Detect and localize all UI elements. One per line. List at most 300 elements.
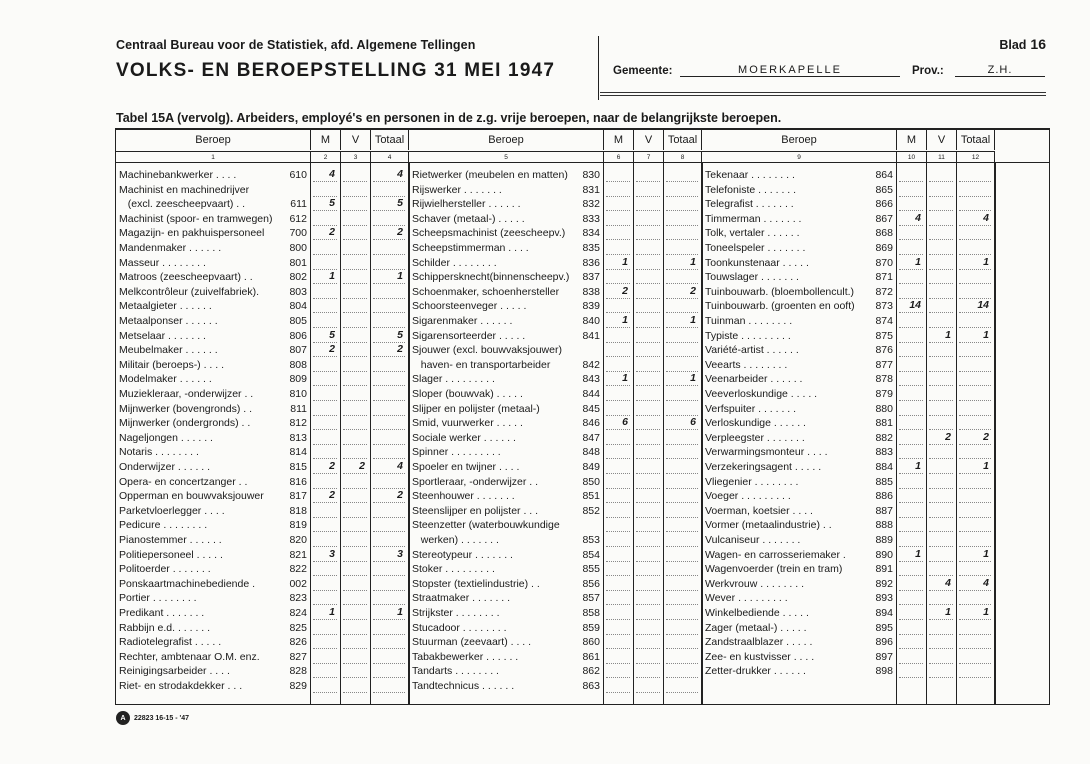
footer <box>116 711 189 725</box>
count-cell-v <box>636 679 660 693</box>
count-cell-m <box>899 591 923 605</box>
occupation-label: Werkvrouw . . . . . . . . <box>705 577 804 590</box>
count-cell-t <box>666 402 698 416</box>
occupation-code: 876 <box>875 344 893 357</box>
occupation-label: Veeverloskundige . . . . . <box>705 388 818 400</box>
column-separator <box>370 163 371 704</box>
count-cell-v <box>343 664 367 678</box>
count-cell-t: 1 <box>959 256 991 270</box>
count-cell-m <box>606 577 630 591</box>
count-cell-t <box>959 372 991 386</box>
count-cell-m <box>313 372 337 386</box>
count-cell-t <box>666 168 698 182</box>
occupation-code: 897 <box>875 650 893 663</box>
occupation-code <box>574 343 600 357</box>
count-cell-v <box>929 489 953 503</box>
occupation-label: Wagen- en carrosseriemaker . <box>705 548 846 561</box>
occupation-code: 856 <box>582 577 600 590</box>
col-number: 12 <box>957 151 995 162</box>
col-number: 11 <box>927 151 957 162</box>
count-cell-m: 1 <box>899 548 923 562</box>
occupation-code: 883 <box>875 446 893 459</box>
count-cell-m <box>899 621 923 635</box>
count-cell-v <box>636 591 660 605</box>
count-cell-v <box>343 197 367 211</box>
count-cell-m: 4 <box>313 168 337 182</box>
count-cell-t: 14 <box>959 299 991 313</box>
occupation-code: 836 <box>582 256 600 269</box>
occupation-code: 888 <box>875 519 893 532</box>
occupation-label: Pianostemmer . . . . . . <box>119 534 222 546</box>
occupation-code: 892 <box>875 577 893 590</box>
sheet-number <box>999 36 1046 52</box>
occupation-code: 700 <box>289 227 307 240</box>
count-cell-t <box>959 621 991 635</box>
count-cell-t <box>666 650 698 664</box>
count-cell-v <box>636 256 660 270</box>
count-cell-t <box>666 635 698 649</box>
count-cell-t: 6 <box>666 416 698 430</box>
count-cell-t <box>959 664 991 678</box>
count-cell-v <box>929 212 953 226</box>
occupation-code: 867 <box>875 212 893 225</box>
count-cell-t <box>666 475 698 489</box>
occupation-code: 803 <box>289 285 307 298</box>
occupation-code: 868 <box>875 227 893 240</box>
count-cell-m <box>606 548 630 562</box>
count-cell-m <box>899 358 923 372</box>
count-cell-t <box>959 343 991 357</box>
column-separator <box>926 163 927 704</box>
count-cell-v <box>343 299 367 313</box>
occupation-label: Schoorsteenveger . . . . . <box>412 300 527 313</box>
occupation-label: Tuinbouwarb. (bloembollencult.) <box>705 285 855 298</box>
count-cell-v <box>929 372 953 386</box>
count-cell-t <box>373 664 405 678</box>
count-cell-v <box>929 562 953 576</box>
col-header-m: M <box>311 130 341 150</box>
count-cell-t: 4 <box>959 212 991 226</box>
occupation-code: 820 <box>289 534 307 546</box>
occupation-label: Steenslijper en polijster . . . <box>412 504 539 517</box>
count-cell-m <box>606 358 630 372</box>
occupation-code <box>281 183 307 197</box>
count-cell-v <box>636 431 660 445</box>
count-cell-m: 1 <box>606 372 630 386</box>
column-separator <box>663 163 664 704</box>
count-cell-v <box>929 621 953 635</box>
occupation-code: 844 <box>582 388 600 400</box>
occupation-label: Spinner . . . . . . . . . <box>412 446 501 459</box>
count-cell-v <box>929 183 953 197</box>
count-cell-m: 2 <box>313 489 337 503</box>
count-cell-m <box>606 431 630 445</box>
occupation-code: 841 <box>582 329 600 342</box>
occupation-label: Slager . . . . . . . . . <box>412 373 495 386</box>
occupation-label: Timmerman . . . . . . . <box>705 212 802 225</box>
count-cell-m <box>606 343 630 357</box>
count-cell-v <box>636 241 660 255</box>
occupation-label: Schoenmaker, schoenhersteller <box>412 285 560 298</box>
count-cell-t <box>666 621 698 635</box>
occupation-label: Verzekeringsagent . . . . . <box>705 461 822 473</box>
count-cell-v <box>636 445 660 459</box>
occupation-label: Sigarenmaker . . . . . . <box>412 315 513 327</box>
count-cell-v <box>343 387 367 401</box>
count-cell-v: 4 <box>929 577 953 591</box>
count-cell-v <box>636 606 660 620</box>
count-cell-m <box>899 329 923 343</box>
occupation-label: Tandarts . . . . . . . . <box>412 665 499 678</box>
occupation-label: Sociale werker . . . . . . <box>412 431 516 444</box>
occupation-label: Steenzetter (waterbouwkundige <box>412 519 560 532</box>
count-cell-t <box>666 591 698 605</box>
occupation-label: Tekenaar . . . . . . . . <box>705 169 795 181</box>
count-cell-t <box>959 533 991 547</box>
count-cell-v <box>929 256 953 270</box>
occupation-code: 859 <box>582 621 600 634</box>
count-cell-t <box>666 679 698 693</box>
occupation-code: 839 <box>582 300 600 313</box>
occupation-label: Zetter-drukker . . . . . . <box>705 665 806 678</box>
occupation-label: Machinist (spoor- en tramwegen) <box>119 212 273 225</box>
occupation-label: Variété-artist . . . . . . <box>705 344 799 357</box>
count-cell-t <box>666 533 698 547</box>
count-cell-t: 1 <box>373 270 405 284</box>
count-cell-t: 2 <box>666 285 698 299</box>
count-cell-t <box>959 402 991 416</box>
count-cell-v <box>929 343 953 357</box>
count-cell-v <box>343 314 367 328</box>
occupation-label: Tandtechnicus . . . . . . <box>412 680 515 692</box>
count-cell-v <box>929 299 953 313</box>
occupation-code: 835 <box>582 242 600 254</box>
count-cell-v: 2 <box>929 431 953 445</box>
occupation-label: Vulcaniseur . . . . . . . <box>705 534 801 546</box>
print-code: 22823 16-15 - '47 <box>134 714 189 722</box>
count-cell-v <box>929 533 953 547</box>
occupation-label: Metaalgieter . . . . . . <box>119 300 212 313</box>
count-cell-v <box>343 241 367 255</box>
count-cell-m: 1 <box>606 256 630 270</box>
occupation-label: Sloper (bouwvak) . . . . . <box>412 388 523 400</box>
occupation-code: 847 <box>582 431 600 444</box>
count-cell-m <box>606 489 630 503</box>
count-cell-m <box>313 562 337 576</box>
count-cell-v <box>636 226 660 240</box>
occupation-label: Straatmaker . . . . . . . <box>412 592 511 605</box>
count-cell-v <box>636 329 660 343</box>
count-cell-v <box>343 621 367 635</box>
occupation-code: 866 <box>875 198 893 211</box>
count-cell-m: 2 <box>606 285 630 299</box>
count-cell-v <box>343 679 367 693</box>
count-cell-v <box>929 635 953 649</box>
count-cell-v <box>636 387 660 401</box>
occupation-label: Smid, vuurwerker . . . . . <box>412 417 523 430</box>
count-cell-v <box>636 621 660 635</box>
count-cell-v <box>343 270 367 284</box>
occupation-code: 873 <box>875 300 893 313</box>
occupation-label: Veearts . . . . . . . . <box>705 358 788 371</box>
count-cell-v <box>636 664 660 678</box>
col-number: 8 <box>664 151 702 162</box>
col-header-v: V <box>634 130 664 150</box>
count-cell-v <box>636 183 660 197</box>
occupation-code: 880 <box>875 402 893 415</box>
blad-number: 16 <box>1030 36 1046 52</box>
occupation-label: Sportleraar, -onderwijzer . . <box>412 475 539 488</box>
col-header-beroep: Beroep <box>116 130 311 150</box>
province-label: Prov.: <box>912 65 944 77</box>
occupation-label: Vliegenier . . . . . . . . <box>705 475 799 488</box>
occupation-label: Muziekleraar, -onderwijzer . . <box>119 388 254 400</box>
count-cell-t <box>373 256 405 270</box>
count-cell-v <box>343 183 367 197</box>
gemeente-value: MOERKAPELLE <box>680 64 900 77</box>
count-cell-t <box>666 183 698 197</box>
occupation-label: Typiste . . . . . . . . . <box>705 329 791 342</box>
count-cell-m <box>899 606 923 620</box>
count-cell-v <box>343 285 367 299</box>
occupation-label: Tuinbouwarb. (groenten en ooft) <box>705 300 855 313</box>
col-header-m: M <box>604 130 634 150</box>
occupation-label: Masseur . . . . . . . . <box>119 256 206 269</box>
count-cell-t <box>666 226 698 240</box>
count-cell-m <box>899 635 923 649</box>
occupation-label: Nageljongen . . . . . . <box>119 431 213 444</box>
occupation-code: 843 <box>582 373 600 386</box>
count-cell-m <box>899 562 923 576</box>
count-cell-v <box>636 416 660 430</box>
count-cell-v <box>636 168 660 182</box>
count-cell-m <box>313 285 337 299</box>
count-cell-m: 1 <box>313 270 337 284</box>
occupation-code: 823 <box>289 592 307 605</box>
occupation-code: 821 <box>289 548 307 561</box>
count-cell-m <box>606 664 630 678</box>
count-cell-t <box>666 606 698 620</box>
occupation-code: 846 <box>582 417 600 430</box>
count-cell-m <box>606 460 630 474</box>
count-cell-v <box>636 270 660 284</box>
occupation-code: 612 <box>289 212 307 225</box>
count-cell-t <box>373 314 405 328</box>
count-cell-v <box>929 548 953 562</box>
count-cell-t <box>373 504 405 518</box>
occupation-code: 853 <box>582 534 600 546</box>
form-title: VOLKS- EN BEROEPSTELLING 31 MEI 1947 <box>116 60 556 81</box>
column-separator <box>701 163 703 704</box>
occupation-code: 834 <box>582 227 600 240</box>
occupation-code: 838 <box>582 285 600 298</box>
occupation-label: Meubelmaker . . . . . . <box>119 344 218 357</box>
occupation-code: 870 <box>875 256 893 269</box>
count-cell-m <box>313 475 337 489</box>
occupation-label: Toneelspeler . . . . . . . <box>705 242 806 254</box>
count-cell-v <box>929 460 953 474</box>
count-cell-v <box>929 650 953 664</box>
count-cell-m <box>899 445 923 459</box>
count-cell-v <box>636 548 660 562</box>
occupation-code: 837 <box>582 271 600 284</box>
count-cell-v <box>343 562 367 576</box>
occupation-code: 871 <box>875 271 893 284</box>
occupation-code: 890 <box>875 548 893 561</box>
count-cell-v <box>343 489 367 503</box>
occupation-code: 869 <box>875 242 893 254</box>
count-cell-t <box>959 314 991 328</box>
count-cell-m <box>899 197 923 211</box>
occupation-code: 863 <box>582 680 600 692</box>
header-rule <box>600 92 1046 93</box>
count-cell-m <box>313 212 337 226</box>
count-cell-v <box>343 416 367 430</box>
count-cell-v <box>343 548 367 562</box>
count-cell-m <box>606 168 630 182</box>
count-cell-v <box>636 314 660 328</box>
count-cell-m <box>606 299 630 313</box>
occupation-label: Zager (metaal-) . . . . . <box>705 621 807 634</box>
count-cell-t: 4 <box>373 168 405 182</box>
count-cell-m <box>313 416 337 430</box>
occupation-code: 812 <box>289 417 307 430</box>
count-cell-m: 1 <box>606 314 630 328</box>
count-cell-m <box>606 197 630 211</box>
count-cell-v <box>343 256 367 270</box>
occupation-label: Politoerder . . . . . . . <box>119 563 211 576</box>
occupation-label: Onderwijzer . . . . . . <box>119 461 211 473</box>
occupation-code: 875 <box>875 329 893 342</box>
count-cell-t <box>666 445 698 459</box>
count-cell-t <box>959 387 991 401</box>
count-cell-m <box>899 664 923 678</box>
count-cell-v <box>636 358 660 372</box>
occupation-label: Verpleegster . . . . . . . <box>705 431 805 444</box>
count-cell-m <box>606 504 630 518</box>
count-cell-m: 1 <box>313 606 337 620</box>
header-divider <box>598 36 599 100</box>
count-cell-t <box>959 562 991 576</box>
count-cell-t: 1 <box>959 460 991 474</box>
count-cell-v <box>343 329 367 343</box>
occupation-code: 814 <box>289 446 307 459</box>
occupation-code: 829 <box>289 680 307 692</box>
col-number: 2 <box>311 151 341 162</box>
occupation-label: Rietwerker (meubelen en matten) <box>412 169 568 181</box>
count-cell-v <box>636 285 660 299</box>
count-cell-t <box>959 518 991 532</box>
count-cell-v <box>343 402 367 416</box>
occupation-label: Sigarensorteerder . . . . . <box>412 329 526 342</box>
count-cell-m <box>313 635 337 649</box>
count-cell-t <box>373 679 405 693</box>
count-cell-m <box>313 621 337 635</box>
count-cell-m <box>606 402 630 416</box>
occupation-label: Spoeler en twijner . . . . <box>412 461 520 473</box>
occupation-label: Voeger . . . . . . . . . <box>705 490 791 503</box>
count-cell-m <box>899 518 923 532</box>
occupation-label: Zandstraalblazer . . . . . <box>705 636 813 649</box>
count-cell-m <box>313 358 337 372</box>
count-cell-t <box>373 183 405 197</box>
count-cell-t <box>373 562 405 576</box>
occupation-code: 848 <box>582 446 600 459</box>
count-cell-m <box>606 387 630 401</box>
count-cell-m <box>899 285 923 299</box>
occupation-code: 811 <box>290 402 307 415</box>
occupation-code: 885 <box>875 475 893 488</box>
occupation-label: Steenhouwer . . . . . . . <box>412 490 515 503</box>
count-cell-v <box>636 460 660 474</box>
occupation-label: Voerman, koetsier . . . . <box>705 504 813 517</box>
count-cell-t: 2 <box>959 431 991 445</box>
count-cell-v <box>343 431 367 445</box>
count-cell-v <box>343 343 367 357</box>
col-header-totaal: Totaal <box>371 130 409 150</box>
count-cell-m <box>899 183 923 197</box>
count-cell-t <box>666 460 698 474</box>
count-cell-m <box>606 533 630 547</box>
count-cell-m <box>606 212 630 226</box>
occupation-code: 818 <box>289 504 307 517</box>
count-cell-v <box>636 372 660 386</box>
occupation-label: Portier . . . . . . . . <box>119 592 197 605</box>
count-cell-t <box>959 197 991 211</box>
occupation-label: Rabbijn e.d. . . . . . . <box>119 621 211 634</box>
occupation-code: 879 <box>875 388 893 400</box>
column-separator <box>603 163 604 704</box>
occupation-label: Stucadoor . . . . . . . . <box>412 621 507 634</box>
occupation-code: 832 <box>582 198 600 211</box>
occupation-label: Telegrafist . . . . . . . <box>705 198 794 211</box>
occupation-label: Touwslager . . . . . . . <box>705 271 799 284</box>
column-separator <box>956 163 957 704</box>
occupation-label: Rijswerker . . . . . . . <box>412 183 502 196</box>
occupation-code: 833 <box>582 212 600 225</box>
count-cell-v <box>343 445 367 459</box>
occupation-label: Stoker . . . . . . . . . <box>412 563 495 576</box>
column-separator <box>896 163 897 704</box>
count-cell-v <box>343 168 367 182</box>
occupation-code: 002 <box>289 577 307 590</box>
occupation-table <box>115 128 1050 705</box>
count-cell-m: 1 <box>899 460 923 474</box>
column-separator <box>994 163 996 704</box>
count-cell-m <box>606 270 630 284</box>
occupation-code: 881 <box>875 417 893 430</box>
count-cell-t <box>666 577 698 591</box>
count-cell-t: 1 <box>666 314 698 328</box>
column-separator <box>310 163 311 704</box>
count-cell-t <box>666 504 698 518</box>
occupation-code: 805 <box>289 315 307 327</box>
count-cell-m <box>899 387 923 401</box>
count-cell-t <box>959 416 991 430</box>
count-cell-v <box>929 518 953 532</box>
occupation-code: 827 <box>289 650 307 663</box>
occupation-code: 828 <box>289 665 307 678</box>
count-cell-m <box>606 606 630 620</box>
count-cell-v <box>929 402 953 416</box>
occupation-code: 898 <box>875 665 893 678</box>
count-cell-t <box>666 431 698 445</box>
count-cell-v <box>929 285 953 299</box>
count-cell-t <box>373 416 405 430</box>
occupation-label: Mijnwerker (bovengronds) . . <box>119 402 253 415</box>
count-cell-t <box>959 489 991 503</box>
col-number: 5 <box>409 151 604 162</box>
